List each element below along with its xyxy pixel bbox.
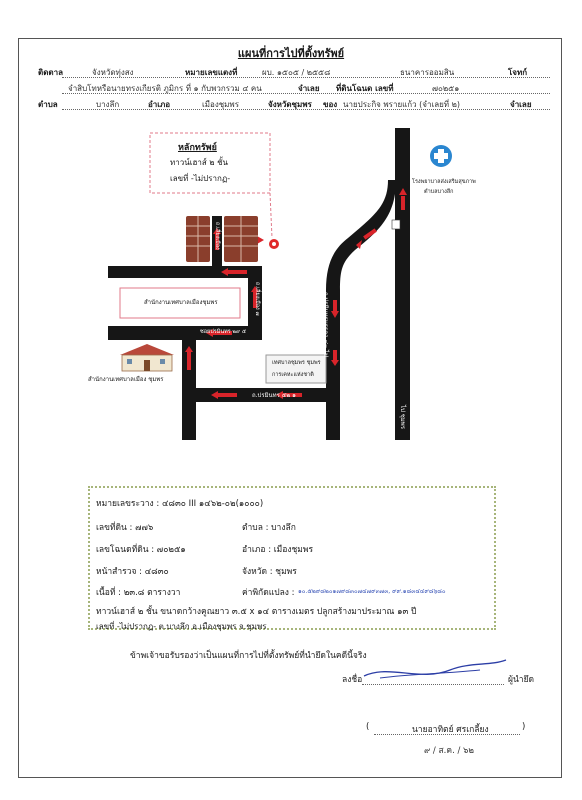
label-road-soi-top: ถ.เลี่ยงเมือง <box>214 222 220 250</box>
certify-text: ข้าพเจ้าขอรับรองว่าเป็นแผนที่การไปที่ตั้งทรัพย์ที่นำยึดในคดีนี้จริง <box>130 651 367 661</box>
l2-value-c: ๗๐๒๕๑ <box>432 84 460 93</box>
housing-office-line1: เทศบาลชุมพร ชุมพร <box>272 360 321 366</box>
info-land-no: เลขที่ดิน : ๗๗๖ <box>96 523 154 533</box>
info-description: ทาวน์เฮาส์ ๒ ชั้น ขนาดกว้างคูณยาว ๓.๕ x ๑๔ ตารางเมตร ปลูกสร้างมาประมาณ ๑๓ ปี <box>96 607 417 617</box>
label-right-bottom: ไป ชุมพร <box>399 405 406 429</box>
l1-value-b: ผบ. ๑๕๐๕ / ๒๕๕๘ <box>262 68 331 77</box>
signer-name: นายอาทิตย์ ศรเกลี้ยง <box>412 725 489 735</box>
label-road-top-right: ถ.พิศเขต <box>385 140 392 164</box>
sign-role: ผู้นำยึด <box>508 675 535 685</box>
name-underline <box>374 734 520 735</box>
info-coords-value: ๑๐.๕๒๙๘๒๐๑๗๙๘๓๐๗๔๗๙๓๗๓, ๙๙.๑๘๓๔๔๙๘๖๘๐ <box>298 588 446 595</box>
sign-date: ๙ / ส.ค. / ๖๒ <box>424 746 475 756</box>
info-district: อำเภอ : เมืองชุมพร <box>242 545 314 555</box>
office-building-label: สำนักงานเทศบาลเมือง ชุมพร <box>88 376 164 383</box>
l2-label-c: ที่ดินโฉนด เลขที่ <box>336 84 394 93</box>
l1-value-a: จังหวัดทุ่งสง <box>92 68 134 77</box>
l1-label-a: ติดตาล <box>38 68 63 77</box>
name-open-paren: ( <box>366 722 370 732</box>
l3-label-d: ของ <box>323 100 338 109</box>
info-coords-label: ค่าพิกัดแปลง : <box>242 588 295 598</box>
road-sign-icon <box>392 220 400 229</box>
location-pin-icon <box>269 239 279 249</box>
l1-label-b: หมายเลขแตงที่ <box>185 68 238 77</box>
housing-office-line2: การเคหะแห่งชาติ <box>272 372 314 378</box>
property-info-box <box>88 486 496 630</box>
page-title: แผนที่การไปที่ตั้งทรัพย์ <box>237 47 345 60</box>
l1-label-c: โจทก์ <box>508 68 528 77</box>
callout-line2: เลขที่ -ไม่ปรากฏ- <box>170 174 231 183</box>
sign-label: ลงชื่อ <box>342 675 363 685</box>
name-close-paren: ) <box>522 722 526 732</box>
l3-value-d: นายประกิจ พรายแก้ว (จำเลยที่ ๒) <box>343 100 461 109</box>
office-plot-label: สำนักงานเทศบาลเมืองชุมพร <box>144 299 218 306</box>
info-province: จังหวัด : ชุมพร <box>242 567 297 577</box>
label-road-soi-mid: ถ.เลี่ยงเมือง ๗ <box>254 282 260 316</box>
callout-title: หลักทรัพย์ <box>178 143 217 153</box>
l1-value-c: ธนาคารออมสิน <box>400 68 455 77</box>
info-map-no: หมายเลขระวาง : ๔๘๓๐ III ๑๔๖๒-๐๒(๑๐๐๐) <box>96 499 264 509</box>
road-right-vertical <box>395 128 410 440</box>
signature-image <box>360 656 510 684</box>
info-survey: หน้าสำรวจ : ๔๘๓๐ <box>96 567 169 577</box>
l3-label-b: อำเภอ <box>148 100 171 109</box>
info-area: เนื้อที่ : ๒๓.๘ ตารางวา <box>96 588 181 598</box>
l3-label-e: จำเลย <box>510 100 532 109</box>
hospital-label-1: โรงพยาบาลส่งเสริมสุขภาพ <box>412 179 476 185</box>
info-deed-no: เลขโฉนดที่ดิน : ๗๐๒๕๑ <box>96 545 186 555</box>
l3-value-a: บางลึก <box>96 100 120 109</box>
l3-value-b: เมืองชุมพร <box>202 100 239 109</box>
l2-label-b: จำเลย <box>298 84 320 93</box>
l3-label-c: จังหวัดชุมพร <box>268 100 312 109</box>
label-road-horizontal-mid: ซอยปรมินทร ๒๙ ๕ <box>200 329 246 335</box>
info-sub-district: ตำบล : บางลึก <box>242 523 296 533</box>
hospital-label-2: ตำบลบางลึก <box>424 189 454 195</box>
l3-label-a: ตำบล <box>38 100 58 109</box>
office-building-icon <box>120 344 174 371</box>
hospital-icon <box>430 145 452 167</box>
callout-pointer <box>270 193 272 238</box>
callout-line1: ทาวน์เฮาส์ ๒ ชั้น <box>170 158 228 167</box>
label-road-bottom: ถ.ปรมินทร ๕๒ ๑ <box>252 392 296 399</box>
l2-value-a: จำสิบโทหรือนายทรงเกียรติ ภูมิกร ที่ ๑ กับพวกรวม ๔ คน <box>68 84 262 93</box>
sign-underline <box>362 684 504 685</box>
label-road-vertical-main: ถ.ปรมินทรมรรคา ๔๓ ไป <box>322 292 329 357</box>
info-house-no: เลขที่ -ไม่ปรากฏ- ต.บางลึก อ.เมืองชุมพร จ.ชุมพร <box>96 622 267 631</box>
